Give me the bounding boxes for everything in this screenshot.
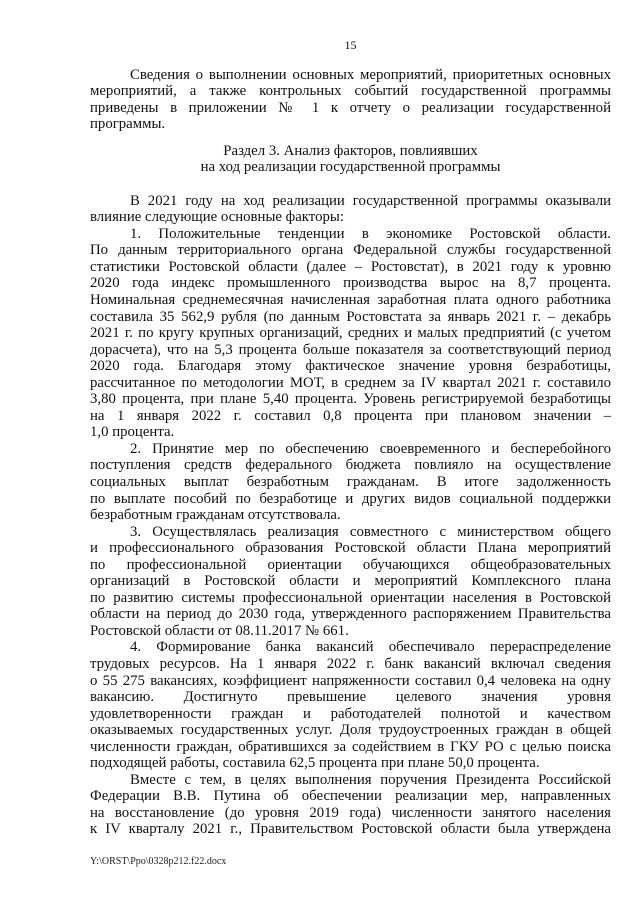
paragraph-line: мероприятий, а также контрольных событий государственной программы (90, 83, 611, 100)
section-heading (90, 143, 611, 176)
paragraph-line: о 55 275 вакансиях, коэффициент напряженности составил 0,4 человека на одну (90, 672, 611, 689)
paragraph-line: статистики Ростовской области (далее – Ростовстат), в 2021 году к уровню (90, 258, 611, 275)
paragraph-line: Федерации В.В. Путина об обеспечении реализации мер, направленных (90, 788, 611, 805)
paragraph-line: 2020 года индекс промышленного производства вырос на 8,7 процента. (90, 275, 611, 292)
section-heading-line: на ход реализации государственной программы (200, 159, 501, 176)
paragraph-line: поступления средств федерального бюджета повлияло на осуществление (90, 457, 611, 474)
paragraph-line: удовлетворенности граждан и работодателей полнотой и качеством (90, 705, 611, 722)
paragraph-line: по развитию системы профессиональной ориентации населения в Ростовской (90, 589, 611, 606)
footer-file-path: Y:\ORST\Ppo\0328p212.f22.docx (90, 856, 227, 867)
factor-2-paragraph (90, 441, 611, 524)
paragraph-line: вакансию. Достигнуто превышение целевого значения уровня (90, 689, 611, 706)
intro-paragraph (90, 67, 611, 133)
paragraph-line: приведены в приложении № 1 к отчету о реализации государственной (90, 99, 611, 116)
factor-4-paragraph (90, 639, 611, 771)
paragraph-line: По данным территориального органа Федеральной службы государственной (90, 242, 611, 259)
paragraph-line: дорасчета), что на 5,3 процента больше показателя за соответствующий период (90, 341, 611, 358)
paragraph-line: и профессионального образования Ростовской области Плана мероприятий (90, 540, 611, 557)
measures-paragraph (90, 772, 611, 838)
paragraph-line: по выплате пособий по безработице и других видов социальной поддержки (90, 490, 611, 507)
paragraph-line: рассчитанное по методологии МОТ, в среднем за IV квартал 2021 г. составило (90, 374, 611, 391)
paragraph-line: 2021 г. по кругу крупных организаций, средних и малых предприятий (с учетом (90, 325, 611, 342)
section-body (90, 193, 611, 838)
paragraph-line: 2. Принятие мер по обеспечению своевременного и бесперебойного (130, 440, 611, 457)
paragraph-line: Вместе с тем, в целях выполнения поручения Президента Российской (130, 771, 611, 788)
paragraph-line: составила 35 562,9 рубля (по данным Ростовстата за январь 2021 г. – декабрь (90, 308, 611, 325)
factors-intro-paragraph (90, 193, 611, 226)
paragraph-line: трудовых ресурсов. На 1 января 2022 г. банк вакансий включал сведения (90, 656, 611, 672)
paragraph-line: влияние следующие основные факторы: (90, 209, 344, 226)
paragraph-line: Сведения о выполнении основных мероприятий, приоритетных основных (130, 66, 611, 83)
paragraph-line: численности граждан, обратившихся за содействием в ГКУ РО с целью поиска (90, 738, 611, 755)
factor-1-paragraph (90, 226, 611, 441)
paragraph-line: 3,80 процента, при плане 5,40 процента. Уровень регистрируемой безработицы (90, 391, 611, 408)
paragraph-line: оказываемых государственных услуг. Доля трудоустроенных граждан в общей (90, 722, 611, 739)
paragraph-line: безработным гражданам отсутствовала. (90, 507, 341, 524)
section-heading-line: Раздел 3. Анализ факторов, повлиявших (223, 142, 478, 159)
paragraph-line: В 2021 году на ход реализации государственной программы оказывали (130, 192, 611, 209)
paragraph-line: 3. Осуществлялась реализация совместного с министерством общего (130, 523, 611, 540)
paragraph-line: к IV кварталу 2021 г., Правительством Ростовской области была утверждена (90, 821, 611, 838)
paragraph-line: социальных выплат безработным гражданам. В итоге задолженность (90, 473, 611, 490)
paragraph-line: 4. Формирование банка вакансий обеспечивало перераспределение (130, 639, 611, 656)
paragraph-line: Ростовской области от 08.11.2017 № 661. (90, 622, 349, 639)
paragraph-line: Номинальная среднемесячная начисленная заработная плата одного работника (90, 291, 611, 308)
factor-3-paragraph (90, 524, 611, 640)
page-number: 15 (344, 38, 357, 52)
paragraph-line: программы. (90, 116, 166, 133)
paragraph-line: на восстановление (до уровня 2019 года) численности занятого населения (90, 804, 611, 821)
paragraph-line: на 1 января 2022 г. составил 0,8 процента при плановом значении – (90, 407, 611, 424)
paragraph-line: 2020 года. Благодаря этому фактическое значение уровня безработицы, (90, 358, 611, 375)
paragraph-line: 1,0 процента. (90, 424, 175, 441)
paragraph-line: области на период до 2030 года, утвержденного распоряжением Правительства (90, 606, 611, 623)
paragraph-line: 1. Положительные тенденции в экономике Ростовской области. (130, 225, 611, 242)
paragraph-line: организаций в Ростовской области и мероприятий Комплексного плана (90, 573, 611, 590)
paragraph-line: подходящей работы, составила 62,5 процента при плане 50,0 процента. (90, 755, 540, 772)
paragraph-line: по профессиональной ориентации обучающихся общеобразовательных (90, 556, 611, 573)
